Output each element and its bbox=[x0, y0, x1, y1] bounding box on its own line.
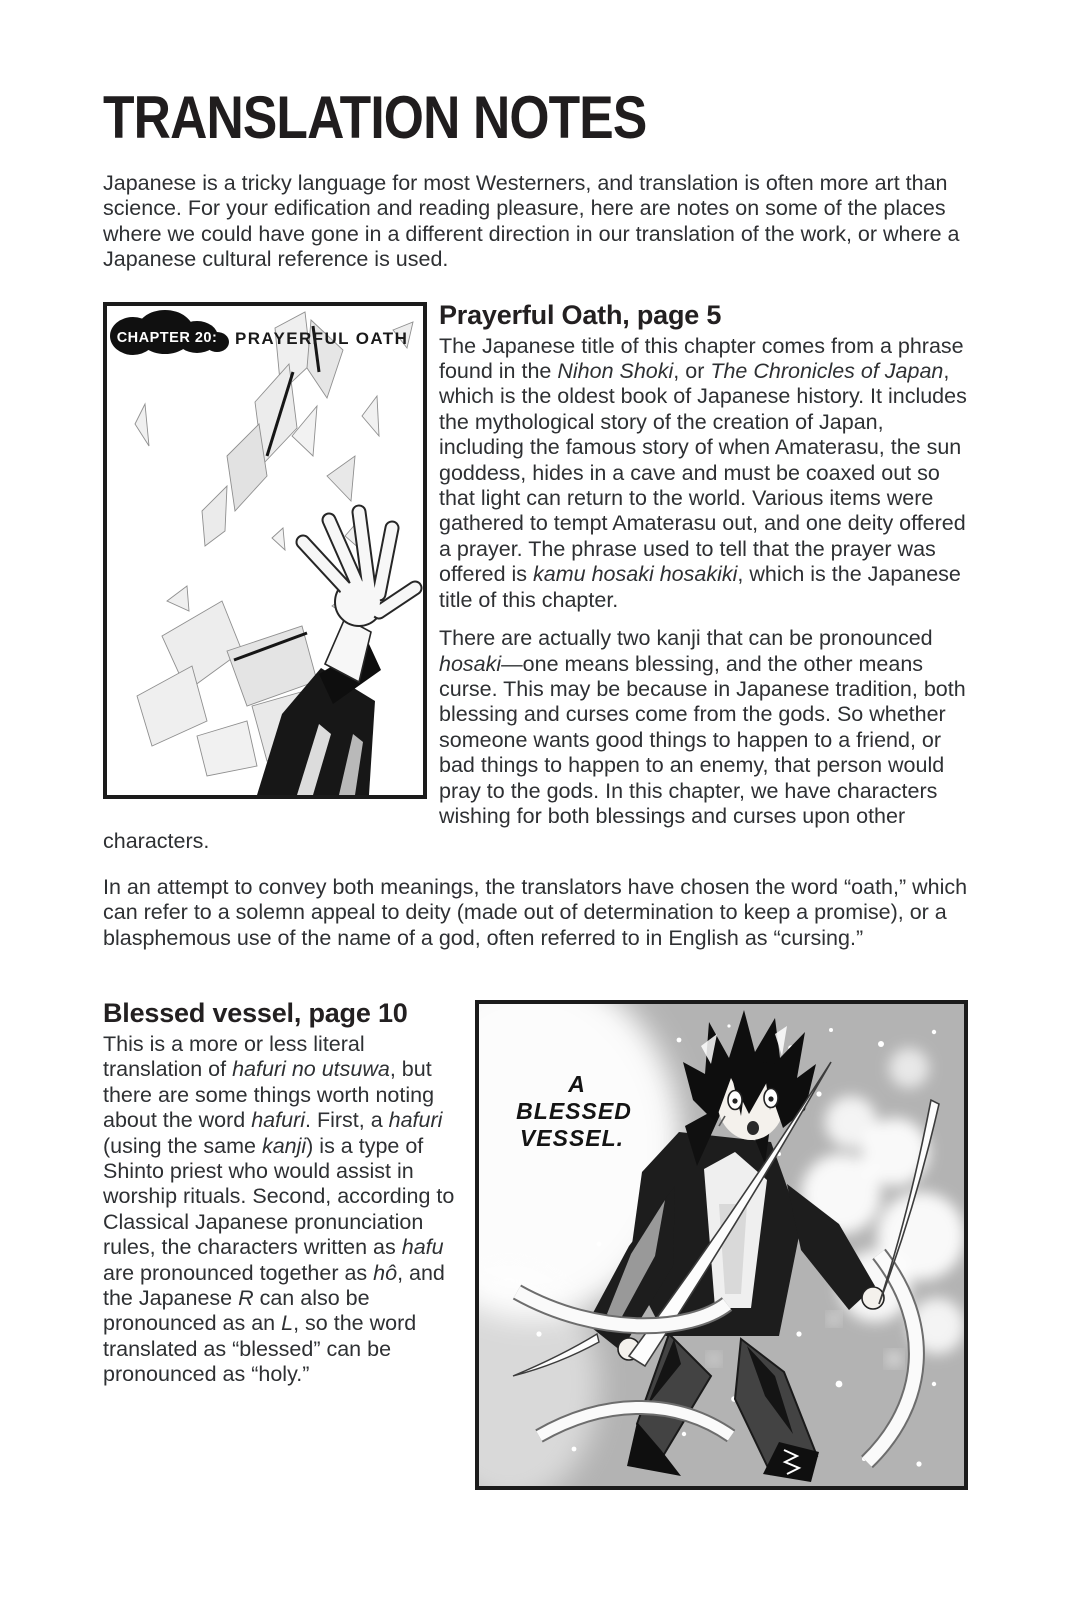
chapter-label: CHAPTER 20: bbox=[116, 329, 218, 346]
chapter-title: PRAYERFUL OATH bbox=[235, 328, 409, 348]
paragraph: The Japanese title of this chapter comes from a phrase found in the Nihon Shoki, or The Chronicles of Japan, which is the oldest book of Japanese history. It includes the mythological story of the creation of Japan, including the famous story of when Amaterasu, the sun goddess, hides in a cave and must be coaxed out so that light can return to the world. Various items were gathered to tempt Amaterasu out, and one deity offered a prayer. The phrase used to tell that the prayer was offered is kamu hosaki hosakiki, which is the Japanese title of this chapter. bbox=[439, 333, 967, 612]
manga-panel-blessed-vessel bbox=[475, 1000, 968, 1490]
manga-panel-chapter-20 bbox=[103, 302, 427, 799]
section-heading-prayerful-oath: Prayerful Oath, page 5 bbox=[439, 299, 722, 330]
speech-line: VESSEL. bbox=[519, 1124, 625, 1151]
section-heading-blessed-vessel: Blessed vessel, page 10 bbox=[103, 997, 408, 1028]
open-mouth bbox=[747, 1121, 759, 1135]
speech-line: BLESSED bbox=[516, 1097, 632, 1124]
chapter-20-artwork bbox=[107, 306, 423, 795]
speech-line: A bbox=[568, 1070, 586, 1097]
paragraph: In an attempt to convey both meanings, the translators have chosen the word “oath,” which can refer to a solemn appeal to deity (made out of determination to keep a promise), or a blasphemous use of the name of a god, often referred to in English as “cursing.” bbox=[103, 874, 968, 950]
paragraph: This is a more or less literal translation of hafuri no utsuwa, but there are some things worth noting about the word hafuri. First, a hafuri (using the same kanji) is a type of Shinto priest who would assist in worship rituals. Second, according to Classical Japanese pronunciation rules, the characters written as hafu are pronounced together as hô, and the Japanese R can also be pronounced as an L, so the word translated as “blessed” can be pronounced as “holy.” bbox=[103, 1031, 455, 1387]
section-blessed-vessel bbox=[103, 998, 968, 1490]
blessed-vessel-artwork bbox=[479, 1004, 964, 1486]
intro-paragraph: Japanese is a tricky language for most Westerners, and translation is often more art than science. For your edification and reading pleasure, here are notes on some of the places where we could have gone in a different direction in our translation of the work, or where a Japanese cultural reference is used. bbox=[103, 171, 960, 272]
paragraph: There are actually two kanji that can be pronounced hosaki—one means blessing, and the other means curse. This may be because in Japanese tradition, both blessing and curses come from the gods. So whether someone wants good things to happen to a friend, or bad things to happen to an enemy, that person would pray to the gods. In this chapter, we have characters wishing for both blessings and curses upon other characters. bbox=[103, 626, 966, 854]
section-prayerful-oath bbox=[103, 300, 968, 951]
page-title: TRANSLATION NOTES bbox=[103, 84, 647, 151]
